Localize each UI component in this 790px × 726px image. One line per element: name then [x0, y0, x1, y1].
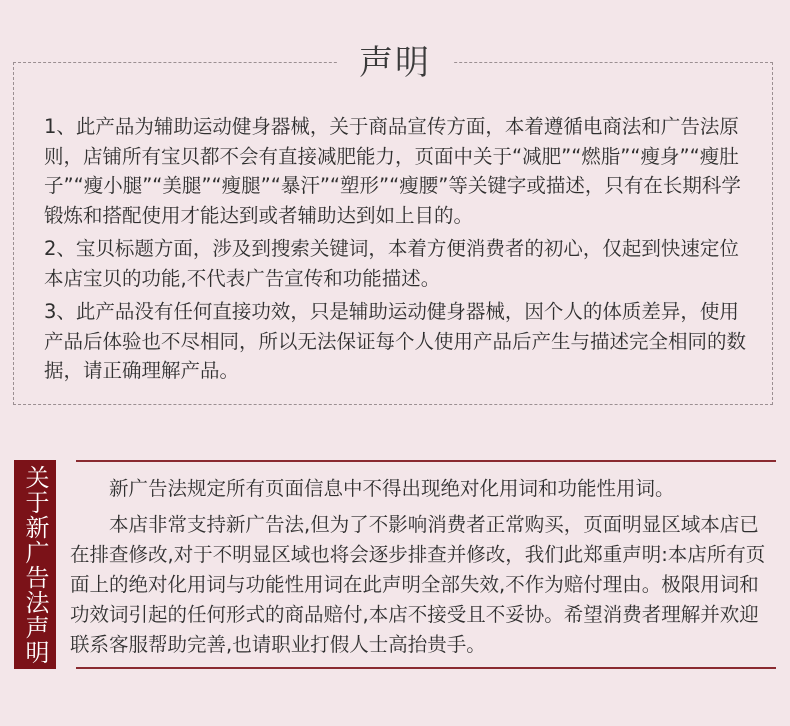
- new-ad-law-tab-label: 关于新广告法声明: [21, 464, 49, 665]
- new-ad-law-tab: [14, 460, 56, 669]
- notice-top-rule: [76, 460, 776, 462]
- declaration-paragraph-2: 2、宝贝标题方面，涉及到搜索关键词，本着方便消费者的初心，仅起到快速定位本店宝贝的功能,不代表广告宣传和功能描述。: [44, 237, 739, 290]
- declaration-title-wrap: [0, 40, 790, 86]
- notice-bottom-rule: [76, 667, 776, 669]
- declaration-title: 声明: [337, 40, 453, 86]
- declaration-paragraph-1: 1、此产品为辅助运动健身器械，关于商品宣传方面，本着遵循电商法和广告法原则，店铺所有宝贝都不会有直接减肥能力，页面中关于“减肥”“燃脂”“瘦身”“瘦肚子”“瘦小腿”“美腿”“瘦腿”“暴汗”“塑形”“瘦腰”等关键字或描述，只有在长期科学锻炼和搭配使用才能达到或者辅助达到如上目的。: [44, 115, 741, 227]
- declaration-body: [44, 112, 752, 390]
- declaration-paragraph-3: 3、此产品没有任何直接功效，只是辅助运动健身器械，因个人的体质差异，使用产品后体验也不尽相同，所以无法保证每个人使用产品后产生与描述完全相同的数据，请正确理解产品。: [44, 300, 747, 382]
- notice-paragraph-2: 本店非常支持新广告法,但为了不影响消费者正常购买，页面明显区域本店已在排查修改,对于不明显区域也将会逐步排查并修改，我们此郑重声明:本店所有页面上的绝对化用词与功能性用词在此声明全部失效,不作为赔付理由。极限用词和功效词引起的任何形式的商品赔付,本店不接受且不妥协。希望消费者理解并欢迎联系客服帮助完善,也请职业打假人士高抬贵手。: [70, 513, 766, 656]
- notice-paragraph-1: 新广告法规定所有页面信息中不得出现绝对化用词和功能性用词。: [109, 477, 675, 500]
- notice-body: [70, 474, 775, 666]
